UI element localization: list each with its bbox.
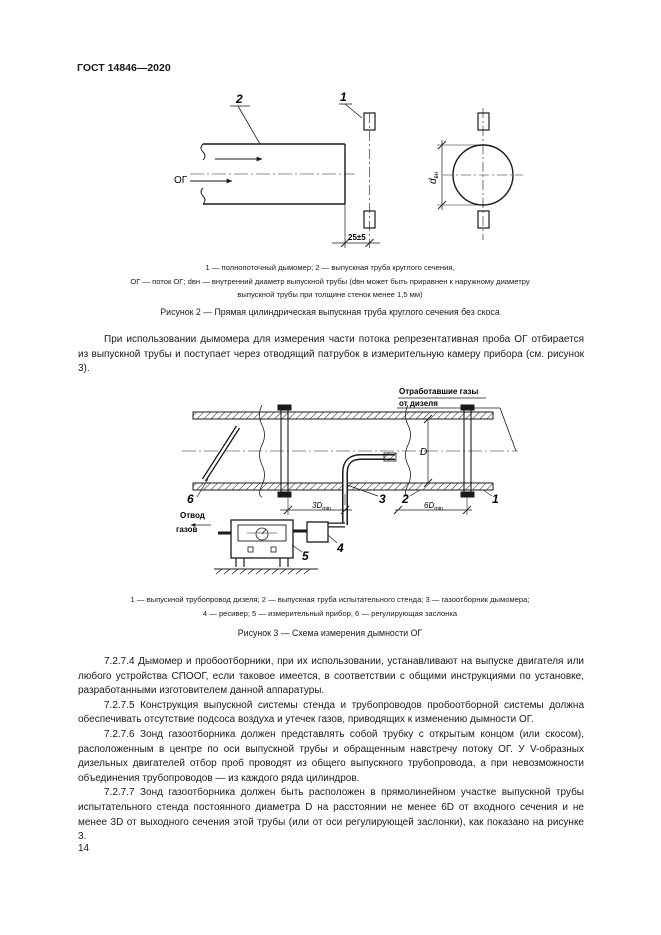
figure-3-legend: 1 — выпускной трубопровод дизеля; 2 — выпускная труба испытательного стенда; 3 — газоотборник дымомера; 4 — ресивер; 5 — измерительный прибор, 6 — регулирующая заслонка bbox=[130, 595, 530, 618]
label-6: 6 bbox=[187, 492, 194, 506]
label-5: 5 bbox=[302, 549, 309, 563]
intro-paragraph: При использовании дымомера для измерения части потока репрезентативная проба ОГ отбирается из выпускной трубы и поступает через отводящий патрубок в измерительную камеру прибора (см. рисунок 3). bbox=[78, 334, 584, 375]
section-meter-bottom bbox=[478, 211, 489, 228]
leader-4 bbox=[328, 535, 337, 543]
leader-1 bbox=[345, 104, 362, 118]
paragraph-7-2-7-7: 7.2.7.7 Зонд газоотборника должен быть расположен в прямолинейном участке выпускной трубы испытательного стенда постоянного диаметра D на расстоянии не менее 6D от входного сечения и не менее 3D от выходного сечения этой трубы (или от оси регулирующей заслонки), как показано на рисунке 3. bbox=[78, 787, 584, 843]
label-2: 2 bbox=[236, 92, 243, 106]
paragraph-7-2-7-6: 7.2.7.6 Зонд газоотборника должен представлять собой трубку с открытым концом (или скосом), расположенным в центре по оси выпускной трубы и обращенным навстречу потоку ОГ. У V-образных дизельных двигателей отбор проб проводят из общего выпускного трубопровода, а при невозможности объединения трубопроводов — из каждого ряда цилиндров. bbox=[78, 728, 584, 784]
section-meter-top bbox=[478, 113, 489, 130]
page-number: 14 bbox=[78, 843, 90, 854]
dim-25: 25±5 bbox=[348, 233, 366, 242]
label-1: 1 bbox=[340, 90, 347, 104]
document-header: ГОСТ 14846—2020 bbox=[77, 62, 171, 74]
figure-2-diagram bbox=[0, 0, 661, 260]
leader-2 bbox=[410, 490, 420, 496]
label-d-vn: $d_{вн}$ bbox=[428, 171, 440, 184]
label-3: 3 bbox=[379, 492, 386, 506]
pipe-wall-top bbox=[193, 412, 493, 419]
receiver bbox=[307, 522, 328, 542]
body-paragraphs bbox=[78, 655, 584, 845]
label-og: ОГ bbox=[174, 175, 188, 186]
label-exhaust-1: Отработавшие газы bbox=[399, 387, 479, 396]
label-outlet-1: Отвод bbox=[180, 511, 205, 520]
figure-3-diagram bbox=[0, 375, 661, 590]
figure-2-caption: Рисунок 2 — Прямая цилиндрическая выпускная труба круглого сечения без скоса bbox=[160, 307, 500, 317]
dim-3d-label: $3D_{min}$ bbox=[312, 501, 332, 512]
label-4: 4 bbox=[337, 541, 344, 555]
figure-2-legend: 1 — полнопоточный дымомер; 2 — выпускная труба круглого сечения, ОГ — поток ОГ; dвн — внутренний диаметр выпускной трубы (dвн может быть приравнен к наружному диаметру выпускной трубы при толщине стенок менее 1,5 мм) bbox=[130, 263, 530, 299]
probe-tube bbox=[345, 457, 395, 525]
label-2: 2 bbox=[402, 492, 409, 506]
label-1: 1 bbox=[492, 492, 499, 506]
leader-1 bbox=[483, 490, 492, 496]
label-d: D bbox=[420, 447, 428, 458]
paragraph-7-2-7-4: 7.2.7.4 Дымомер и пробоотборники, при их использовании, устанавливают на выпуске двигателя или любого устройства СПООГ, если таковое имеется, в соответствии с общими инструкциями по установке, разработанными изготовителем данной аппаратуры. bbox=[78, 656, 584, 697]
figure-3-caption: Рисунок 3 — Схема измерения дымности ОГ bbox=[237, 628, 423, 638]
paragraph-7-2-7-5: 7.2.7.5 Конструкция выпускной системы стенда и трубопроводов пробоотборной системы должна обеспечивать отсутствие подсоса воздуха и утечек газов, приводящих к изменению дымности ОГ. bbox=[78, 699, 584, 726]
measuring-instrument bbox=[231, 520, 293, 558]
dim-6d-label: $6D_{min}$ bbox=[424, 501, 444, 512]
leader-2 bbox=[238, 106, 260, 144]
label-exhaust-2: от дизеля bbox=[399, 399, 438, 408]
pipe-break-bottom bbox=[201, 188, 205, 204]
label-outlet-2: газов bbox=[176, 525, 198, 534]
pipe-break-top bbox=[201, 144, 205, 160]
